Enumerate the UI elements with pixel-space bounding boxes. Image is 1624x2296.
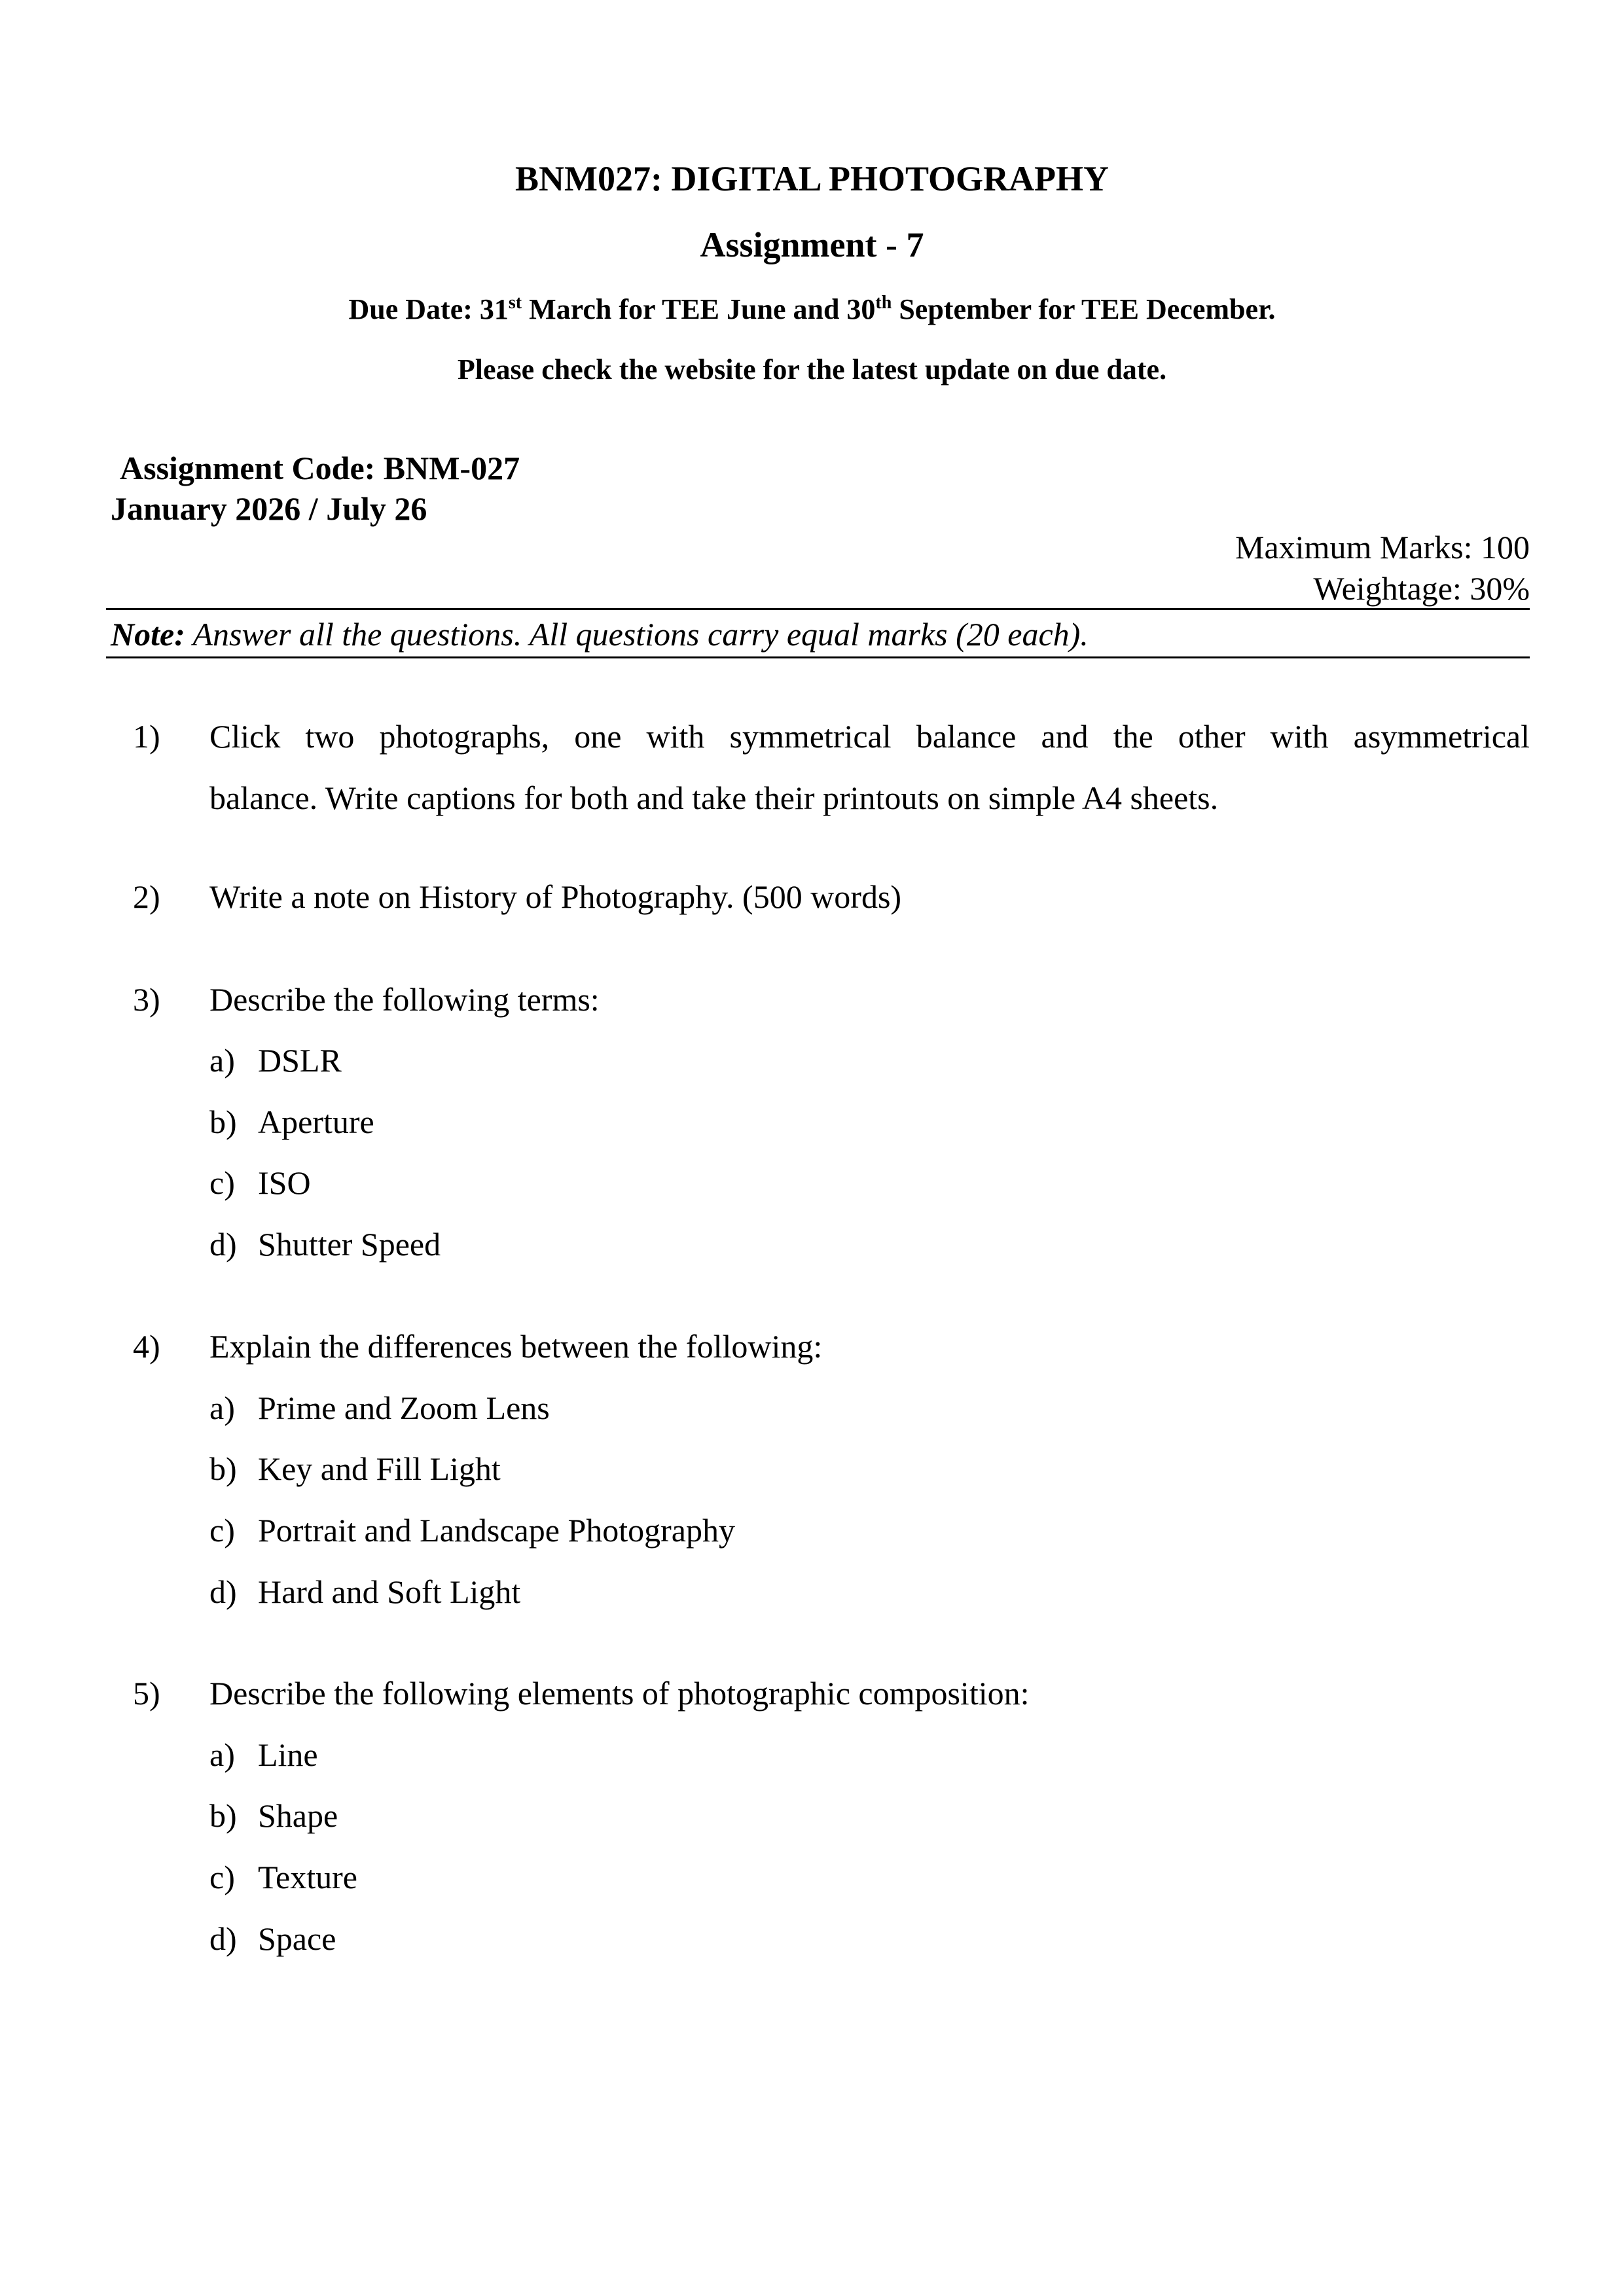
sub-item-letter: a): [209, 1736, 235, 1773]
course-title: BNM027: DIGITAL PHOTOGRAPHY: [514, 159, 1110, 198]
due-date: [0, 293, 1624, 326]
sub-item-letter: d): [209, 1573, 237, 1610]
sub-item-text: Portrait and Landscape Photography: [258, 1512, 735, 1549]
question-number: 4): [133, 1328, 160, 1365]
due-date-part-1: Due Date: 31: [348, 293, 509, 325]
assignment-code: Assignment Code: BNM-027: [120, 450, 520, 486]
sub-item-letter: d): [209, 1920, 237, 1957]
note-text: Answer all the questions. All questions carry equal marks (20 each).: [185, 616, 1089, 653]
sub-item: [209, 1041, 342, 1079]
maximum-marks: Maximum Marks: 100: [1235, 529, 1530, 565]
session: January 2026 / July 26: [111, 490, 427, 527]
sub-item-text: Line: [258, 1736, 318, 1773]
sub-item: [209, 1450, 501, 1488]
sub-item-text: Prime and Zoom Lens: [258, 1390, 550, 1426]
sub-item-letter: a): [209, 1390, 235, 1426]
due-date-part-2: March for TEE June and 30: [522, 293, 876, 325]
question-text: Explain the differences between the following:: [209, 1328, 823, 1365]
question-text-continued: balance. Write captions for both and take their printouts on simple A4 sheets.: [209, 780, 1219, 816]
note: [111, 615, 1089, 653]
sub-item: [209, 1164, 311, 1202]
question-number: 1): [133, 718, 160, 755]
sub-item-text: DSLR: [258, 1042, 342, 1079]
sub-item-letter: c): [209, 1859, 235, 1895]
sub-item-letter: d): [209, 1226, 237, 1263]
note-label: Note:: [111, 616, 185, 653]
question-text: Describe the following terms:: [209, 981, 600, 1018]
sub-item-text: Aperture: [258, 1103, 374, 1140]
question-text: Click two photographs, one with symmetrical balance and the other with asymmetrical: [209, 718, 1530, 755]
sub-item: [209, 1103, 374, 1141]
weightage: Weightage: 30%: [1313, 570, 1530, 607]
sub-item-text: Shutter Speed: [258, 1226, 441, 1263]
sub-item-text: Shape: [258, 1797, 338, 1834]
sub-item: [209, 1920, 336, 1958]
sub-item-letter: c): [209, 1512, 235, 1549]
sub-item-letter: b): [209, 1103, 237, 1140]
due-date-sup-2: th: [875, 293, 892, 313]
sub-item: [209, 1511, 735, 1549]
sub-item-letter: b): [209, 1797, 237, 1834]
sub-item-text: Texture: [258, 1859, 357, 1895]
sub-item-letter: a): [209, 1042, 235, 1079]
due-date-part-3: September for TEE December.: [892, 293, 1276, 325]
sub-item: [209, 1225, 441, 1263]
question-text: Describe the following elements of photographic composition:: [209, 1675, 1030, 1712]
website-note: Please check the website for the latest update on due date.: [457, 353, 1167, 386]
question-number: 3): [133, 981, 160, 1018]
sub-item: [209, 1858, 357, 1896]
sub-item: [209, 1389, 550, 1427]
question-number: 2): [133, 878, 160, 915]
question-text: Write a note on History of Photography. (500 words): [209, 878, 902, 915]
sub-item-letter: c): [209, 1164, 235, 1201]
sub-item-text: Space: [258, 1920, 336, 1957]
sub-item-text: Key and Fill Light: [258, 1450, 501, 1487]
sub-item: [209, 1797, 338, 1835]
sub-item: [209, 1736, 318, 1774]
divider-bottom: [106, 656, 1530, 658]
question-number: 5): [133, 1675, 160, 1712]
divider-top: [106, 608, 1530, 610]
sub-item-letter: b): [209, 1450, 237, 1487]
sub-item: [209, 1573, 520, 1611]
assignment-number: Assignment - 7: [700, 225, 924, 264]
sub-item-text: ISO: [258, 1164, 311, 1201]
sub-item-text: Hard and Soft Light: [258, 1573, 521, 1610]
due-date-sup-1: st: [508, 293, 522, 313]
